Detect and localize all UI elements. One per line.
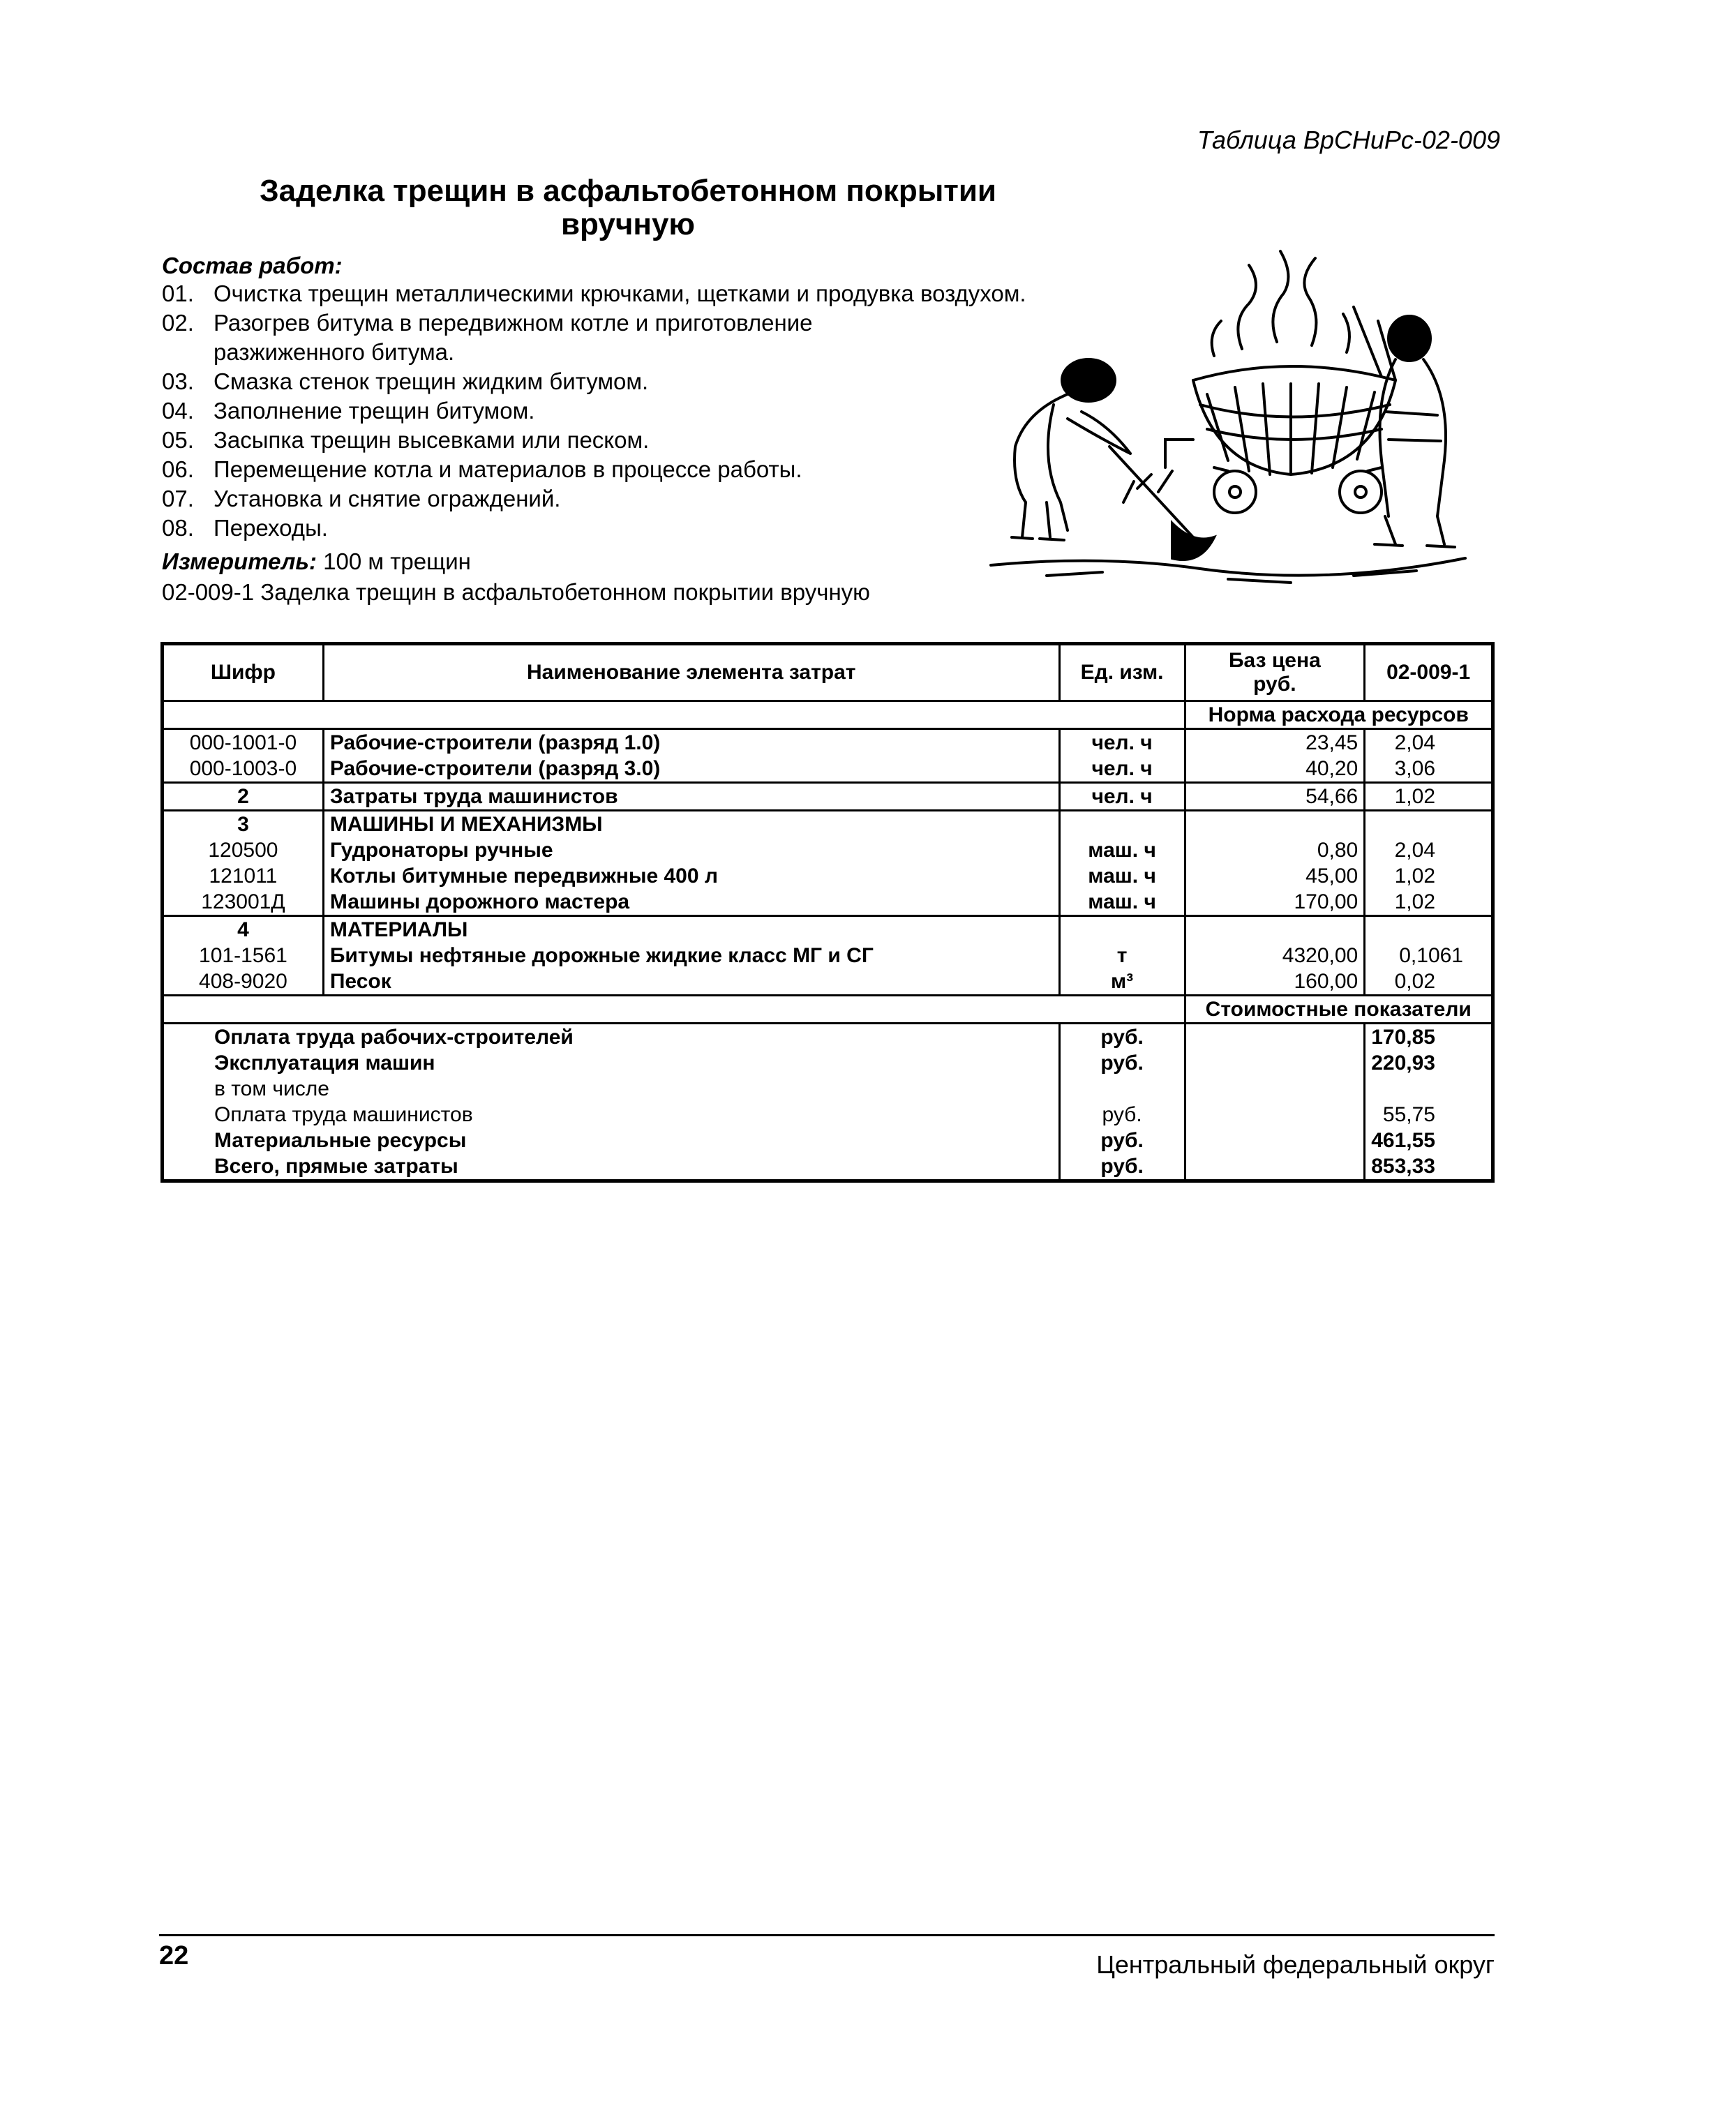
table-header-row	[163, 644, 1493, 701]
row-unit: маш. ч	[1059, 837, 1185, 863]
item-number: 04.	[162, 398, 194, 424]
item-number: 07.	[162, 486, 194, 511]
row-base-price: 23,45	[1185, 729, 1365, 756]
cost-base-empty	[1185, 1024, 1365, 1051]
cost-name: Оплата труда рабочих-строителей	[163, 1024, 1060, 1051]
cost-name: Материальные ресурсы	[163, 1128, 1060, 1153]
meter	[162, 548, 471, 575]
item-number: 06.	[162, 456, 194, 482]
row-base-price	[1185, 811, 1365, 838]
item-number: 01.	[162, 280, 194, 306]
row-norm	[1365, 916, 1493, 943]
row-unit	[1059, 916, 1185, 943]
row-code: 000-1003-0	[163, 756, 324, 783]
cost-row	[163, 1153, 1493, 1181]
row-norm: 0,02	[1365, 968, 1493, 996]
cost-value: 461,55	[1371, 1128, 1435, 1152]
cost-value: 853,33	[1371, 1154, 1435, 1178]
workers-illustration	[963, 237, 1493, 593]
row-name: МАТЕРИАЛЫ	[323, 916, 1059, 943]
row-name: Рабочие-строители (разряд 3.0)	[323, 756, 1059, 783]
row-norm	[1365, 811, 1493, 838]
cost-section-row	[163, 996, 1493, 1024]
meter-label: Измеритель:	[162, 548, 317, 574]
footer-region: Центральный федеральный округ	[1096, 1950, 1495, 1979]
cost-name: Эксплуатация машин	[163, 1050, 1060, 1076]
table-row	[163, 783, 1493, 811]
cost-unit: руб.	[1059, 1128, 1185, 1153]
page-number: 22	[159, 1941, 189, 1970]
item-number: 02.	[162, 310, 194, 336]
cost-unit: руб.	[1059, 1024, 1185, 1051]
table-row	[163, 811, 1493, 838]
row-unit	[1059, 811, 1185, 838]
header-name: Наименование элемента затрат	[323, 644, 1059, 701]
cost-unit: руб.	[1059, 1102, 1185, 1128]
meter-value: 100 м трещин	[323, 548, 471, 574]
row-unit: м³	[1059, 968, 1185, 996]
row-norm: 1,02	[1365, 783, 1493, 811]
header-norm: 02-009-1	[1365, 644, 1493, 701]
item-text: Засыпка трещин высевками или песком.	[214, 427, 650, 453]
cost-unit: руб.	[1059, 1050, 1185, 1076]
table-row	[163, 756, 1493, 783]
item-number: 05.	[162, 427, 194, 453]
title-line-2: вручную	[561, 207, 695, 241]
row-code: 000-1001-0	[163, 729, 324, 756]
norm-section-row	[163, 701, 1493, 729]
row-code: 2	[163, 783, 324, 811]
cost-row	[163, 1076, 1493, 1102]
cost-base-empty	[1185, 1076, 1365, 1102]
row-unit: т	[1059, 943, 1185, 968]
row-code: 101-1561	[163, 943, 324, 968]
cost-section-label: Стоимостные показатели	[1185, 996, 1492, 1024]
table-row	[163, 837, 1493, 863]
row-base-price: 40,20	[1185, 756, 1365, 783]
table-row	[163, 729, 1493, 756]
page-title	[209, 174, 1047, 241]
row-code: 120500	[163, 837, 324, 863]
item-text: Смазка стенок трещин жидким битумом.	[214, 368, 649, 394]
item-text: Перемещение котла и материалов в процессе работы.	[214, 456, 802, 482]
row-base-price: 0,80	[1185, 837, 1365, 863]
item-text: Переходы.	[214, 515, 328, 541]
cost-name: Оплата труда машинистов	[163, 1102, 1060, 1128]
row-norm: 2,04	[1394, 838, 1435, 862]
row-name: Гудронаторы ручные	[323, 837, 1059, 863]
row-base-price: 170,00	[1185, 889, 1365, 916]
cost-base-empty	[1185, 1050, 1365, 1076]
cost-row	[163, 1102, 1493, 1128]
cost-row	[163, 1128, 1493, 1153]
title-line-1: Заделка трещин в асфальтобетонном покрытии	[260, 174, 996, 208]
cost-name: в том числе	[163, 1076, 1060, 1102]
cost-unit	[1059, 1076, 1185, 1102]
item-text: Заполнение трещин битумом.	[214, 398, 535, 424]
row-norm: 2,04	[1394, 731, 1435, 754]
row-base-price: 160,00	[1185, 968, 1365, 996]
cost-value	[1365, 1076, 1493, 1102]
table-row	[163, 863, 1493, 889]
header-unit: Ед. изм.	[1059, 644, 1185, 701]
cost-value: 220,93	[1371, 1051, 1435, 1075]
row-base-price: 4320,00	[1185, 943, 1365, 968]
cost-base-empty	[1185, 1153, 1365, 1181]
row-name: Машины дорожного мастера	[323, 889, 1059, 916]
row-norm: 0,1061	[1399, 943, 1463, 967]
item-text: Разогрев битума в передвижном котле и приготовление разжиженного битума.	[214, 310, 813, 365]
header-base-price: Баз цена руб.	[1185, 644, 1365, 701]
footer-divider	[159, 1934, 1495, 1936]
row-unit: маш. ч	[1059, 863, 1185, 889]
norm-section-label: Норма расхода ресурсов	[1185, 701, 1492, 729]
header-code: Шифр	[163, 644, 324, 701]
cost-value: 55,75	[1382, 1102, 1435, 1126]
cost-base-empty	[1185, 1102, 1365, 1128]
cost-value: 170,85	[1371, 1025, 1435, 1049]
row-code: 4	[163, 916, 324, 943]
row-name: Битумы нефтяные дорожные жидкие класс МГ и СГ	[323, 943, 1059, 968]
row-name: Котлы битумные передвижные 400 л	[323, 863, 1059, 889]
item-text: Очистка трещин металлическими крючками, щетками и продувка воздухом.	[214, 280, 1026, 306]
row-unit: маш. ч	[1059, 889, 1185, 916]
row-base-price	[1185, 916, 1365, 943]
table-row	[163, 943, 1493, 968]
table-row	[163, 889, 1493, 916]
row-unit: чел. ч	[1059, 783, 1185, 811]
item-number: 08.	[162, 515, 194, 541]
cost-unit: руб.	[1059, 1153, 1185, 1181]
row-base-price: 45,00	[1185, 863, 1365, 889]
row-code: 123001Д	[163, 889, 324, 916]
cost-base-empty	[1185, 1128, 1365, 1153]
row-code: 3	[163, 811, 324, 838]
row-name: Песок	[323, 968, 1059, 996]
row-name: МАШИНЫ И МЕХАНИЗМЫ	[323, 811, 1059, 838]
row-unit: чел. ч	[1059, 729, 1185, 756]
cost-table	[160, 642, 1495, 1183]
cost-row	[163, 1050, 1493, 1076]
item-number: 03.	[162, 368, 194, 394]
row-code: 408-9020	[163, 968, 324, 996]
row-base-price: 54,66	[1185, 783, 1365, 811]
row-norm: 1,02	[1365, 889, 1493, 916]
cost-name: Всего, прямые затраты	[163, 1153, 1060, 1181]
works-heading: Состав работ:	[162, 253, 343, 278]
subtitle: 02-009-1 Заделка трещин в асфальтобетонном покрытии вручную	[162, 579, 870, 605]
cost-row	[163, 1024, 1493, 1051]
table-code: Таблица ВрСНиРс-02-009	[1197, 126, 1500, 154]
row-norm: 1,02	[1394, 864, 1435, 888]
item-text: Установка и снятие ограждений.	[214, 486, 561, 511]
row-name: Затраты труда машинистов	[323, 783, 1059, 811]
row-unit: чел. ч	[1059, 756, 1185, 783]
table-row	[163, 916, 1493, 943]
table-row	[163, 968, 1493, 996]
row-norm: 3,06	[1365, 756, 1493, 783]
row-code: 121011	[163, 863, 324, 889]
row-name: Рабочие-строители (разряд 1.0)	[323, 729, 1059, 756]
